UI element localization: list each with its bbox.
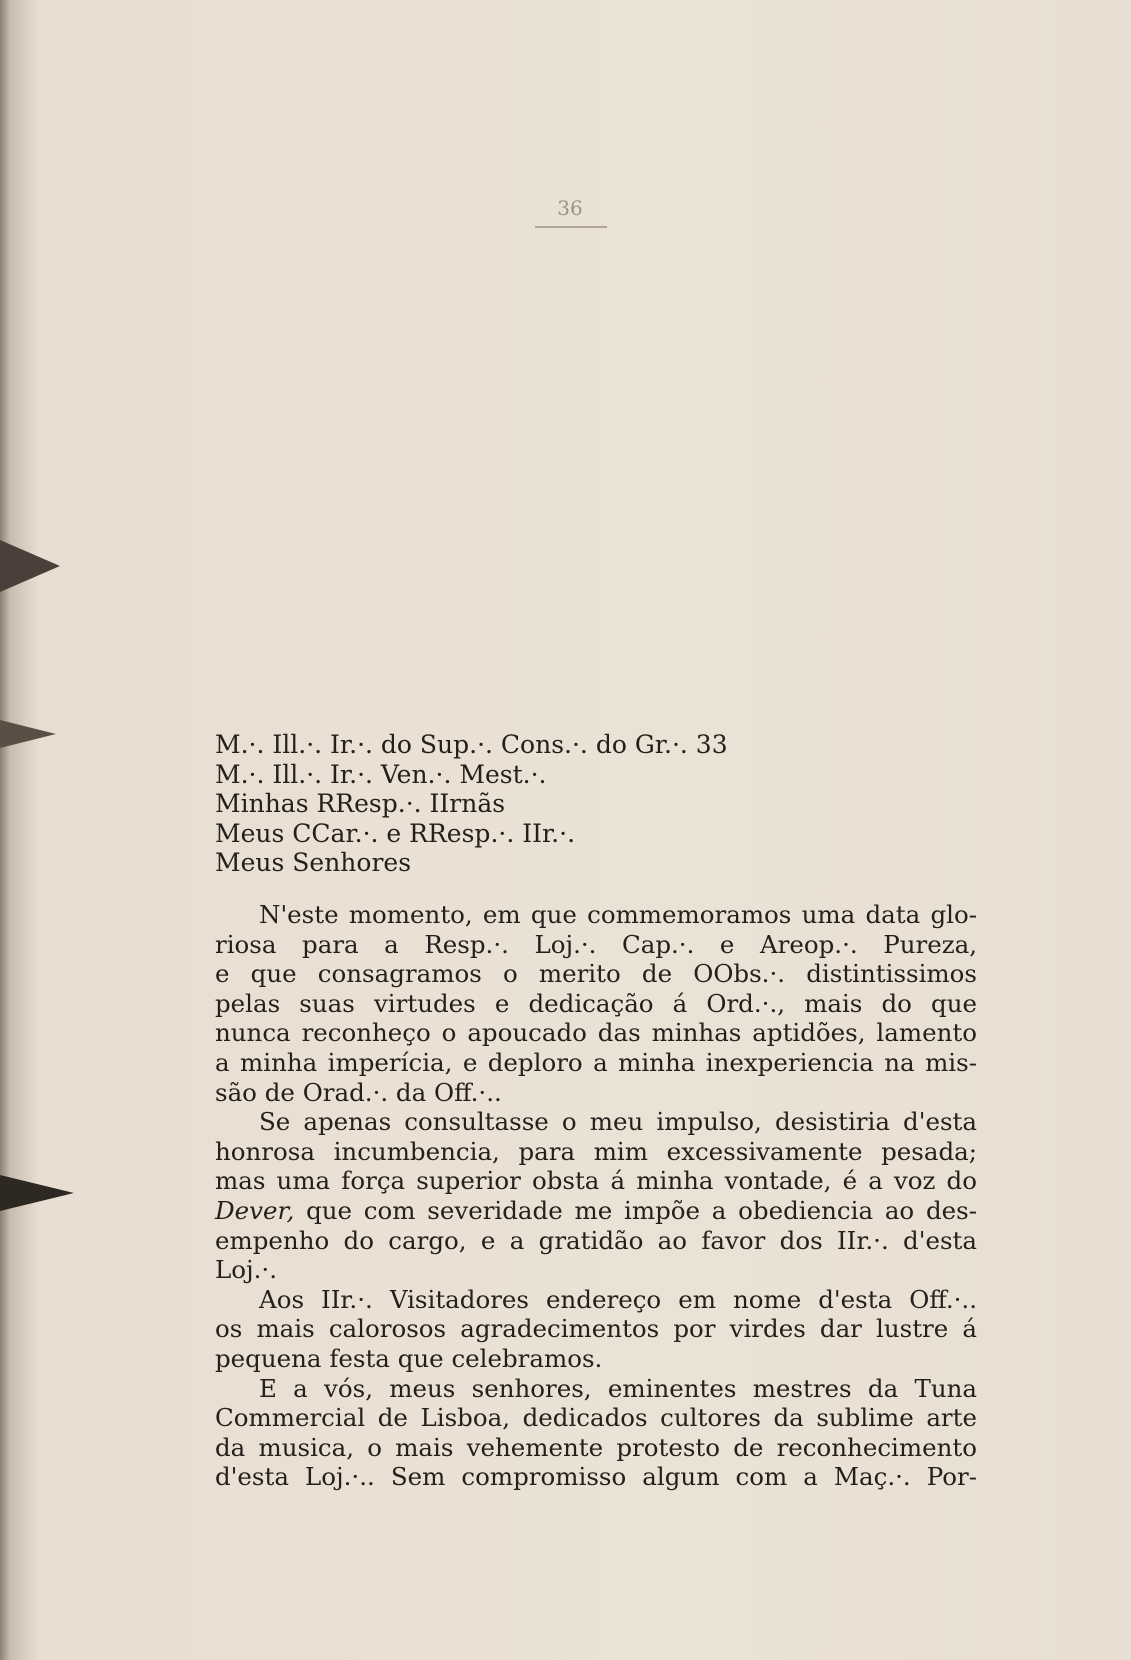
page-number: 36 [557, 196, 583, 220]
salutation-line: Meus Senhores [215, 848, 412, 877]
text-line: nunca reconheço o apoucado das minhas aptidões, lamento [215, 1018, 977, 1048]
text-line: Aos IIr.·. Visitadores endereço em nome d'esta Off.·.. [259, 1284, 977, 1314]
text-line: Commercial de Lisboa, dedicados cultores da sublime arte [215, 1403, 977, 1433]
text-line: pelas suas virtudes e dedicação á Ord.·., mais do que [215, 988, 977, 1018]
page-tear [0, 1175, 74, 1211]
salutation-line: Minhas RResp.·. IIrnãs [215, 789, 506, 818]
text-line: Se apenas consultasse o meu impulso, desistiria d'esta [259, 1107, 977, 1137]
text-line: pequena festa que celebramos. [215, 1343, 603, 1373]
salutation-line: Meus CCar.·. e RResp.·. IIr.·. [215, 818, 576, 848]
text-line: e que consagramos o merito de OObs.·. distintissimos [215, 959, 977, 989]
text-line: os mais calorosos agradecimentos por virdes dar lustre á [215, 1314, 977, 1344]
text-line: a minha imperícia, e deploro a minha inexperiencia na mis- [215, 1047, 977, 1077]
text-line: d'esta Loj.·.. Sem compromisso algum com a Maç.·. Por- [215, 1462, 977, 1492]
text-fragment: que com severidade me impõe a obediencia ao des- [294, 1195, 977, 1225]
text-line: Loj.·. [215, 1255, 277, 1285]
body-text [215, 900, 977, 1492]
salutation-line: M.·. Ill.·. Ir.·. Ven.·. Mest.·. [215, 759, 547, 789]
text-line: riosa para a Resp.·. Loj.·. Cap.·. e Areop.·. Pureza, [215, 929, 977, 959]
text-line: honrosa incumbencia, para mim excessivamente pesada; [215, 1136, 977, 1166]
text-line: mas uma força superior obsta á minha vontade, é a voz do [215, 1166, 977, 1196]
text-line: empenho do cargo, e a gratidão ao favor dos IIr.·. d'esta [215, 1225, 977, 1255]
text-line [215, 1196, 977, 1226]
text-line: E a vós, meus senhores, eminentes mestres da Tuna [259, 1373, 977, 1403]
page-tear [0, 540, 60, 592]
salutation-block [215, 730, 975, 878]
text-line: da musica, o mais vehemente protesto de reconhecimento [215, 1432, 977, 1462]
salutation-line: M.·. Ill.·. Ir.·. do Sup.·. Cons.·. do Gr.·. 33 [215, 730, 728, 759]
italic-word: Dever, [215, 1195, 295, 1225]
text-line: N'este momento, em que commemoramos uma data glo- [259, 900, 977, 929]
page-tear [0, 720, 56, 748]
header-rule [535, 226, 607, 228]
text-line: são de Orad.·. da Off.·.. [215, 1077, 502, 1107]
page-binding-edge [0, 0, 40, 1660]
